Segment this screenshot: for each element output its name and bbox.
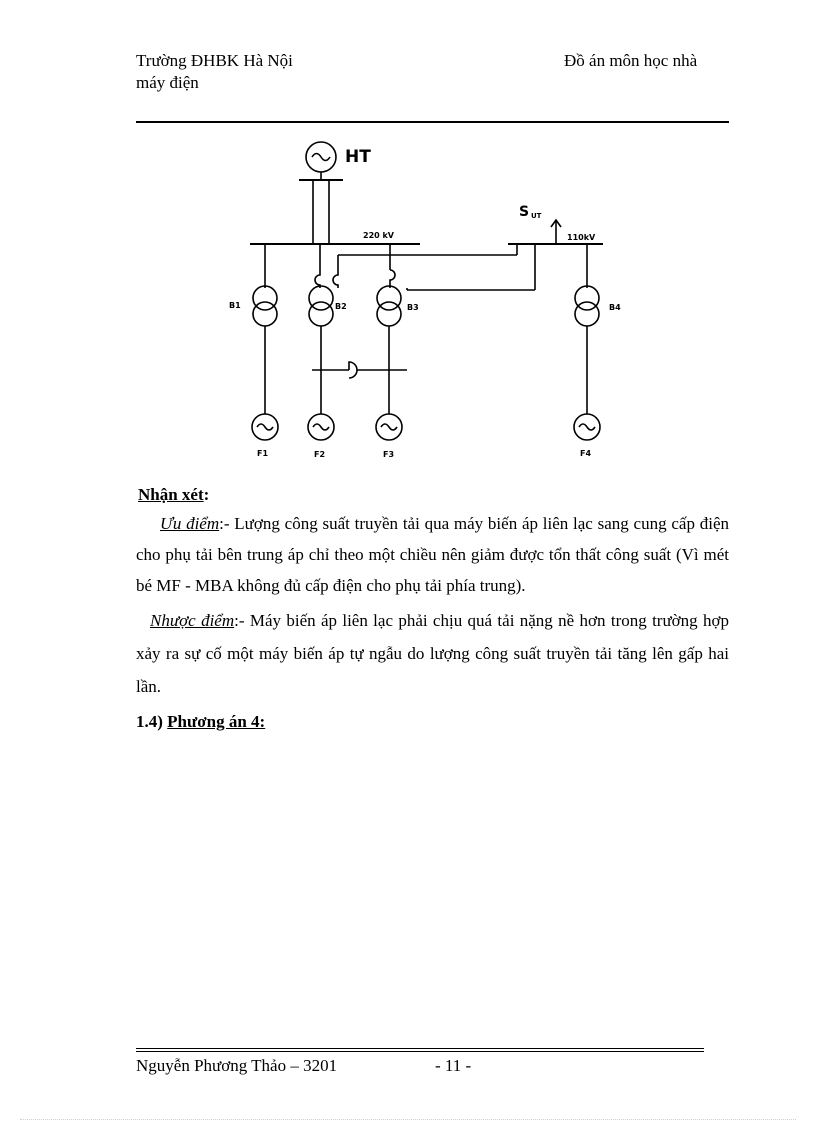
f2-label: F2 — [314, 450, 326, 459]
sut-subscript: UT — [531, 212, 542, 220]
b2-label: B2 — [335, 302, 347, 311]
transformer-b4-icon — [575, 286, 599, 326]
header-school: Trường ĐHBK Hà Nội — [136, 51, 293, 70]
header-course: Đồ án môn học nhà — [564, 51, 698, 70]
advantage-text: :- Lượng công suất truyền tải qua máy biến áp liên lạc sang cung cấp điện cho phụ tải bên trung áp chỉ theo một chiều nên giảm được tổn thất công suất (Vì mét bé MF - MBA không đủ cấp điện cho phụ tải phía trung). — [136, 514, 729, 595]
footer-author: Nguyễn Phương Thảo – 3201 — [136, 1056, 338, 1075]
single-line-diagram — [225, 138, 625, 468]
section-number: 1.4) — [136, 712, 163, 731]
transformer-b2-icon — [309, 286, 333, 326]
disadvantage-paragraph — [136, 604, 729, 703]
b1-label: B1 — [229, 301, 241, 310]
advantage-label: Ưu điểm — [160, 514, 220, 533]
b3-label: B3 — [407, 303, 419, 312]
bus220-label: 220 kV — [363, 231, 394, 240]
footer-page-number: - 11 - — [435, 1056, 472, 1075]
header-rule — [136, 121, 729, 123]
bus110-label: 110kV — [567, 233, 596, 242]
f4-label: F4 — [580, 449, 592, 458]
disadvantage-label: Nhược điểm — [150, 611, 235, 630]
b4-label: B4 — [609, 303, 621, 312]
generator-f1-icon — [252, 414, 278, 440]
advantage-paragraph — [136, 508, 729, 601]
generator-f2-icon — [308, 414, 334, 440]
section-title: Phương án 4: — [167, 712, 266, 731]
ht-source-icon — [306, 142, 336, 172]
ht-label: HT — [345, 147, 371, 167]
f3-label: F3 — [383, 450, 395, 459]
remarks-title-text: Nhận xét — [138, 485, 204, 504]
header-school-cont: máy điện — [136, 73, 199, 92]
f1-label: F1 — [257, 449, 269, 458]
transformer-b3-icon — [377, 286, 401, 326]
generator-f3-icon — [376, 414, 402, 440]
generator-f4-icon — [574, 414, 600, 440]
remarks-title — [138, 484, 209, 506]
sut-label: S — [519, 204, 530, 220]
transformer-b1-icon — [253, 286, 277, 326]
footer-rule-top — [136, 1048, 704, 1049]
page-edge — [20, 1119, 796, 1120]
remarks-title-colon: : — [203, 485, 210, 504]
disadvantage-text: :- Máy biến áp liên lạc phải chịu quá tải nặng nề hơn trong trường hợp xảy ra sự cố một máy biến áp tự ngẫu do lượng công suất truyền tải tăng lên gấp hai lần. — [136, 611, 729, 696]
footer-rule-bottom — [136, 1051, 704, 1052]
section-heading — [136, 711, 265, 733]
